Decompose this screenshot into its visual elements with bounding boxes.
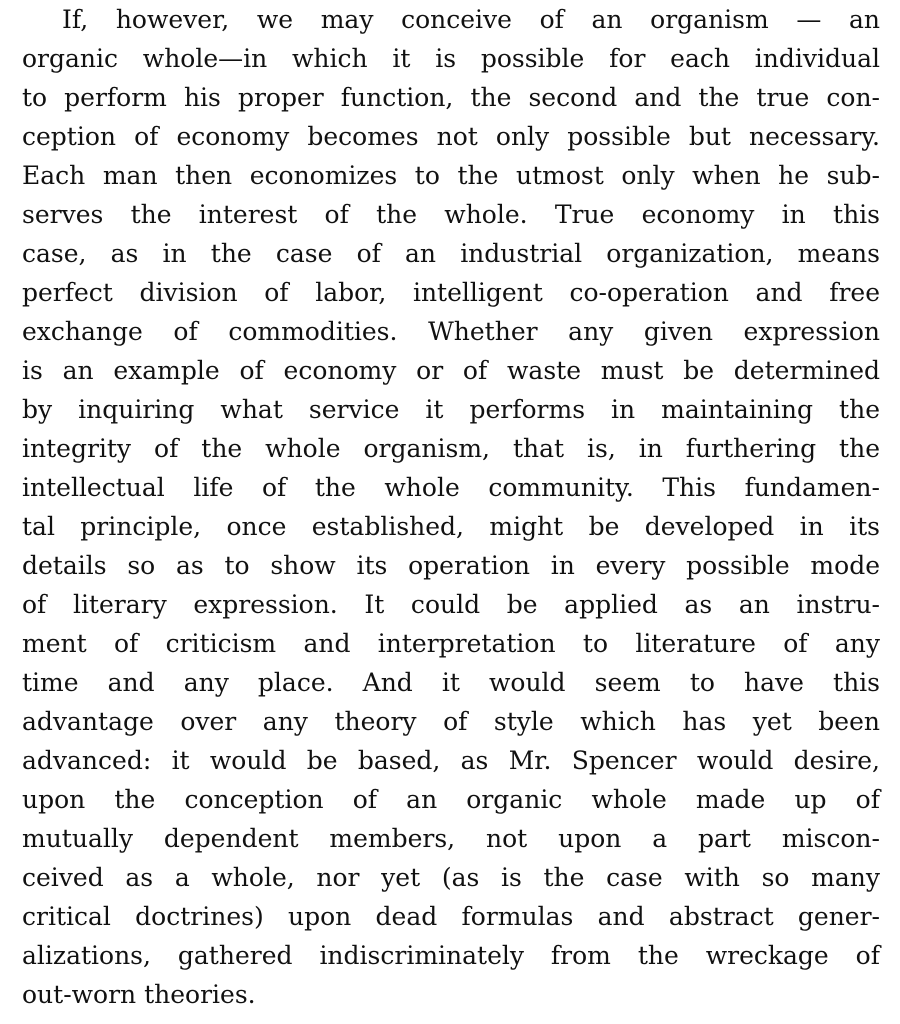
text-line-last: out-worn theories.	[22, 980, 256, 1009]
text-line: tal principle, once established, might be developed in its	[22, 512, 880, 541]
text-line: is an example of economy or of waste must be determined	[22, 356, 880, 385]
text-line: Each man then economizes to the utmost only when he sub-	[22, 161, 880, 190]
text-line: intellectual life of the whole community. This fundamen-	[22, 473, 880, 502]
text-line: mutually dependent members, not upon a part miscon-	[22, 824, 880, 853]
text-line: alizations, gathered indiscriminately from the wreckage of	[22, 941, 880, 970]
text-line: organic whole—in which it is possible for each individual	[22, 44, 880, 73]
text-line: exchange of commodities. Whether any given expression	[22, 317, 880, 346]
text-line: to perform his proper function, the second and the true con-	[22, 83, 880, 112]
text-line: time and any place. And it would seem to have this	[22, 668, 880, 697]
text-line: integrity of the whole organism, that is, in furthering the	[22, 434, 880, 463]
text-line: of literary expression. It could be applied as an instru-	[22, 590, 880, 619]
text-line: ment of criticism and interpretation to literature of any	[22, 629, 880, 658]
text-line: critical doctrines) upon dead formulas and abstract gener-	[22, 902, 880, 931]
text-line: details so as to show its operation in every possible mode	[22, 551, 880, 580]
text-line: by inquiring what service it performs in maintaining the	[22, 395, 880, 424]
text-line: advanced: it would be based, as Mr. Spencer would desire,	[22, 746, 880, 775]
text-line: serves the interest of the whole. True economy in this	[22, 200, 880, 229]
text-line: ceived as a whole, nor yet (as is the case with so many	[22, 863, 880, 892]
text-line: upon the conception of an organic whole made up of	[22, 785, 880, 814]
text-line: perfect division of labor, intelligent co-operation and free	[22, 278, 880, 307]
text-line: case, as in the case of an industrial organization, means	[22, 239, 880, 268]
text-line: advantage over any theory of style which has yet been	[22, 707, 880, 736]
text-line: If, however, we may conceive of an organism — an	[62, 5, 880, 34]
text-line: ception of economy becomes not only possible but necessary.	[22, 122, 880, 151]
